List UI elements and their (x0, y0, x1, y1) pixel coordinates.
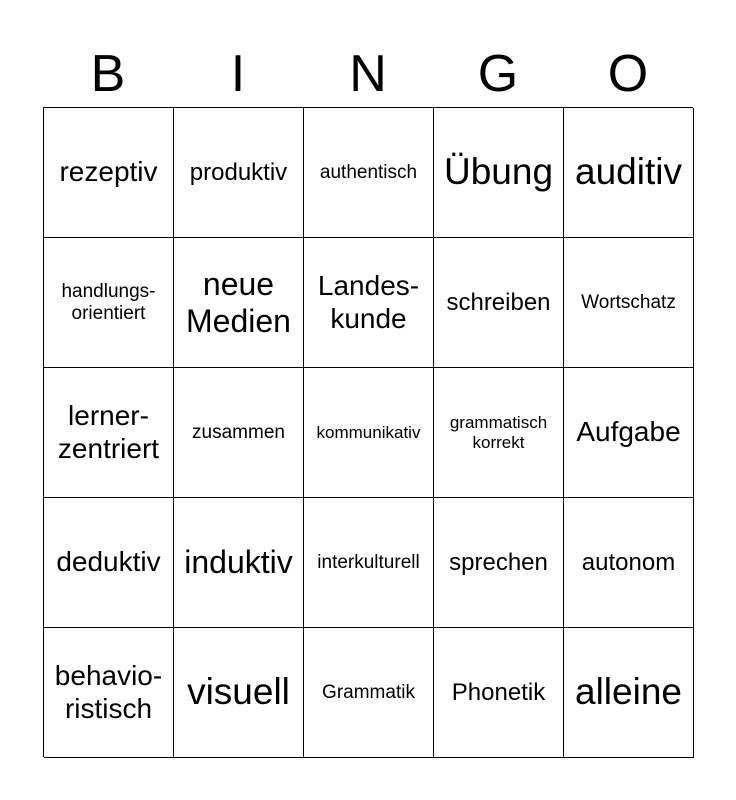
cell-label: Wortschatz (581, 291, 676, 313)
bingo-cell-r5-c2[interactable] (174, 628, 304, 758)
bingo-cell-r3-c4[interactable] (434, 368, 564, 498)
header-letter-g: G (477, 45, 519, 103)
cell-label: Aufgabe (576, 416, 681, 448)
cell-label: zusammen (192, 421, 285, 443)
bingo-cell-r3-c5[interactable] (564, 368, 694, 498)
bingo-cell-r2-c5[interactable] (564, 238, 694, 368)
bingo-cell-r5-c1[interactable] (44, 628, 174, 758)
cell-label: lerner- zentriert (57, 400, 160, 464)
bingo-cell-r2-c1[interactable] (44, 238, 174, 368)
bingo-cell-r4-c2[interactable] (174, 498, 304, 628)
cell-label: alleine (575, 671, 682, 713)
cell-label: induktiv (184, 544, 293, 581)
bingo-cell-r4-c4[interactable] (434, 498, 564, 628)
cell-label: auditiv (575, 151, 682, 193)
cell-label: schreiben (446, 288, 551, 316)
bingo-cell-r3-c1[interactable] (44, 368, 174, 498)
cell-label: Übung (443, 151, 554, 193)
bingo-cell-r2-c3[interactable] (304, 238, 434, 368)
bingo-cell-r4-c1[interactable] (44, 498, 174, 628)
bingo-cell-r1-c2[interactable] (174, 108, 304, 238)
bingo-header (43, 40, 693, 108)
bingo-cell-r5-c5[interactable] (564, 628, 694, 758)
cell-label: behavio- ristisch (54, 660, 163, 724)
cell-label: deduktiv (56, 546, 161, 578)
cell-label: authentisch (319, 161, 418, 183)
cell-label: visuell (187, 671, 290, 713)
bingo-cell-r1-c4[interactable] (434, 108, 564, 238)
bingo-cell-r3-c2[interactable] (174, 368, 304, 498)
cell-label: grammatisch korrekt (449, 412, 548, 452)
cell-label: neue Medien (186, 265, 291, 339)
header-letter-i: I (230, 45, 246, 103)
bingo-cell-r2-c4[interactable] (434, 238, 564, 368)
cell-label: handlungs- orientiert (61, 280, 156, 324)
cell-label: interkulturell (317, 551, 420, 573)
bingo-cell-r5-c3[interactable] (304, 628, 434, 758)
cell-label: kommunikativ (316, 422, 421, 442)
bingo-cell-r2-c2[interactable] (174, 238, 304, 368)
header-letter-n: N (349, 45, 387, 103)
bingo-cell-r4-c5[interactable] (564, 498, 694, 628)
cell-label: sprechen (449, 548, 548, 576)
cell-label: Grammatik (322, 681, 415, 703)
bingo-cell-r1-c1[interactable] (44, 108, 174, 238)
bingo-cell-r1-c3[interactable] (304, 108, 434, 238)
bingo-cell-r5-c4[interactable] (434, 628, 564, 758)
header-letter-o: O (607, 45, 649, 103)
cell-label: autonom (581, 548, 676, 576)
bingo-board (43, 107, 693, 757)
cell-label: Phonetik (451, 678, 546, 706)
bingo-cell-r4-c3[interactable] (304, 498, 434, 628)
cell-label: Landes- kunde (317, 270, 420, 334)
header-letter-b: B (90, 45, 126, 103)
cell-label: produktiv (189, 158, 288, 186)
bingo-cell-r3-c3[interactable] (304, 368, 434, 498)
cell-label: rezeptiv (59, 156, 158, 188)
bingo-cell-r1-c5[interactable] (564, 108, 694, 238)
